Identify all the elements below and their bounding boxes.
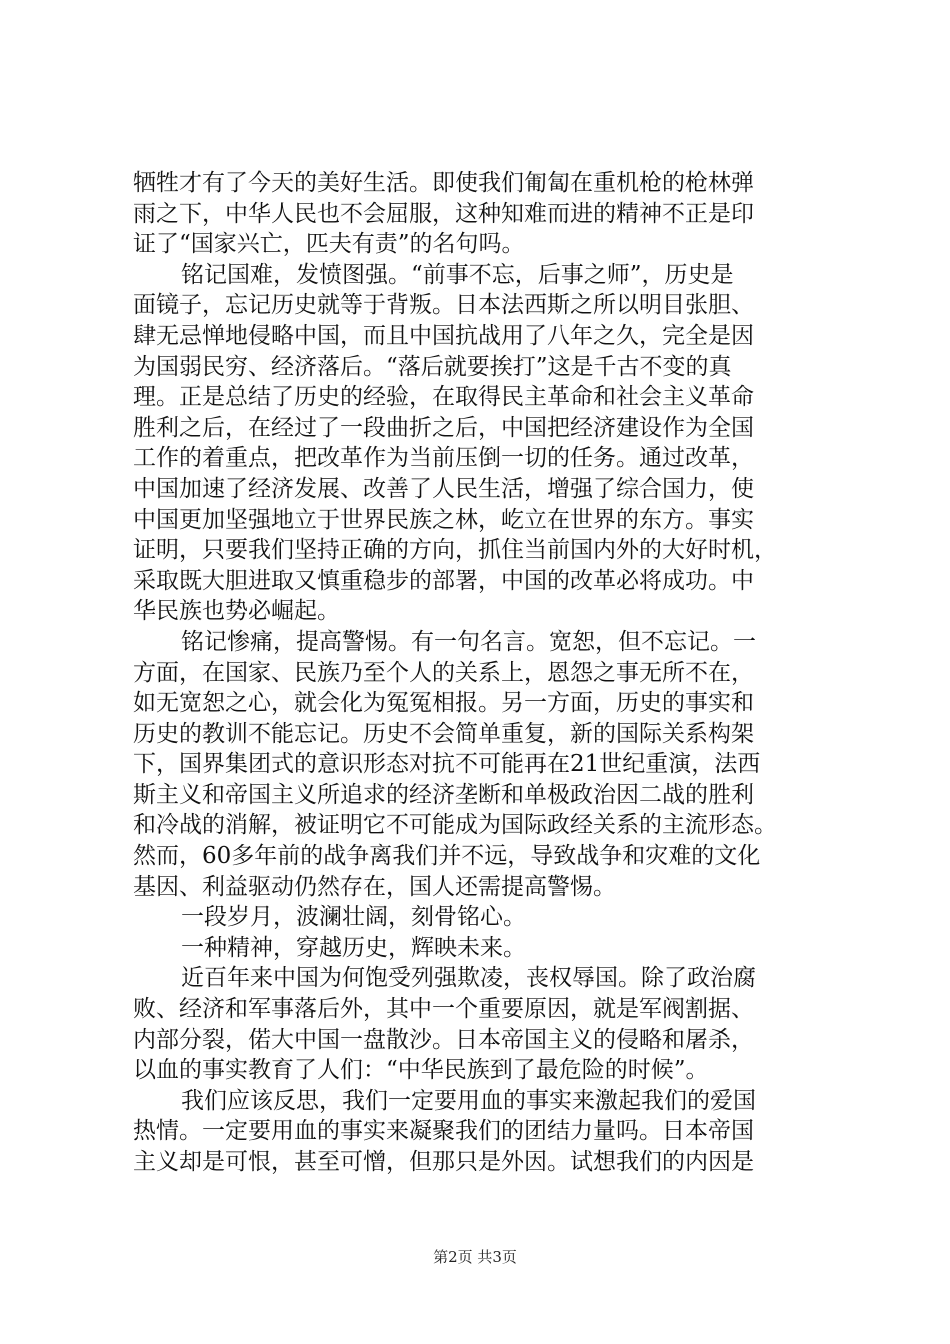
text-line: 以血的事实教育了人们：“中华民族到了最危险的时候”。 [133,1057,709,1084]
text-line: 面镜子，忘记历史就等于背叛。日本法西斯之所以明目张胆、 [133,292,754,319]
paragraph-start-line: 铭记国难，发愤图强。“前事不忘，后事之师”，历史是 [181,261,734,288]
text-line: 斯主义和帝国主义所追求的经济垄断和单极政治因二战的胜利 [133,781,754,808]
text-line: 基因、利益驱动仍然存在，国人还需提高警惕。 [133,873,616,900]
text-line: 然而，60多年前的战争离我们并不远，导致战争和灾难的文化 [133,843,761,870]
body-text [133,168,833,1178]
text-line: 方面，在国家、民族乃至个人的关系上，恩怨之事无所不在， [133,659,754,686]
text-line: 工作的着重点，把改革作为当前压倒一切的任务。通过改革， [133,445,754,472]
text-line: 为国弱民穷、经济落后。“落后就要挨打”这是千古不变的真 [133,353,732,380]
text-line: 华民族也势必崛起。 [133,598,340,625]
text-line: 主义却是可恨，甚至可憎，但那只是外因。试想我们的内因是 [133,1149,754,1175]
page-number-label: 第2页 共3页 [433,1248,517,1266]
text-line: 雨之下，中华人民也不会屈服，这种知难而进的精神不正是印 [133,200,754,227]
text-line: 采取既大胆进取又慎重稳步的部署，中国的改革必将成功。中 [133,567,754,594]
text-line: 败、经济和军事落后外，其中一个重要原因，就是军阀割据、 [133,996,754,1023]
text-line: 如无宽恕之心，就会化为冤冤相报。另一方面，历史的事实和 [133,690,754,717]
text-line: 中国加速了经济发展、改善了人民生活，增强了综合国力，使 [133,475,754,502]
text-line: 和冷战的消解，被证明它不可能成为国际政经关系的主流形态。 [133,812,777,839]
page-footer [0,1247,950,1267]
text-line: 历史的教训不能忘记。历史不会简单重复，新的国际关系构架 [133,720,754,747]
text-line: 证明，只要我们坚持正确的方向，抓住当前国内外的大好时机， [133,537,777,564]
paragraph-start-line: 一种精神，穿越历史，辉映未来。 [181,934,526,961]
text-line: 理。正是总结了历史的经验，在取得民主革命和社会主义革命 [133,384,754,411]
paragraph-start-line: 近百年来中国为何饱受列强欺凌，丧权辱国。除了政治腐 [181,965,756,992]
text-line: 牺牲才有了今天的美好生活。即使我们匍匐在重机枪的枪林弹 [133,170,754,196]
text-line: 下，国界集团式的意识形态对抗不可能再在21世纪重演，法西 [133,751,761,778]
paragraph-start-line: 铭记惨痛，提高警惕。有一句名言。宽恕，但不忘记。一 [181,628,756,655]
paragraph-start-line: 我们应该反思，我们一定要用血的事实来激起我们的爱国 [181,1087,756,1114]
text-line: 热情。一定要用血的事实来凝聚我们的团结力量吗。日本帝国 [133,1118,754,1145]
paragraph-start-line: 一段岁月，波澜壮阔，刻骨铭心。 [181,904,526,931]
text-line: 肆无忌惮地侵略中国，而且中国抗战用了八年之久，完全是因 [133,322,754,349]
text-line: 胜利之后，在经过了一段曲折之后，中国把经济建设作为全国 [133,414,754,441]
text-line: 证了“国家兴亡，匹夫有责”的名句吗。 [133,231,525,258]
text-line: 中国更加坚强地立于世界民族之林，屹立在世界的东方。事实 [133,506,754,533]
text-line: 内部分裂，偌大中国一盘散沙。日本帝国主义的侵略和屠杀， [133,1026,754,1053]
